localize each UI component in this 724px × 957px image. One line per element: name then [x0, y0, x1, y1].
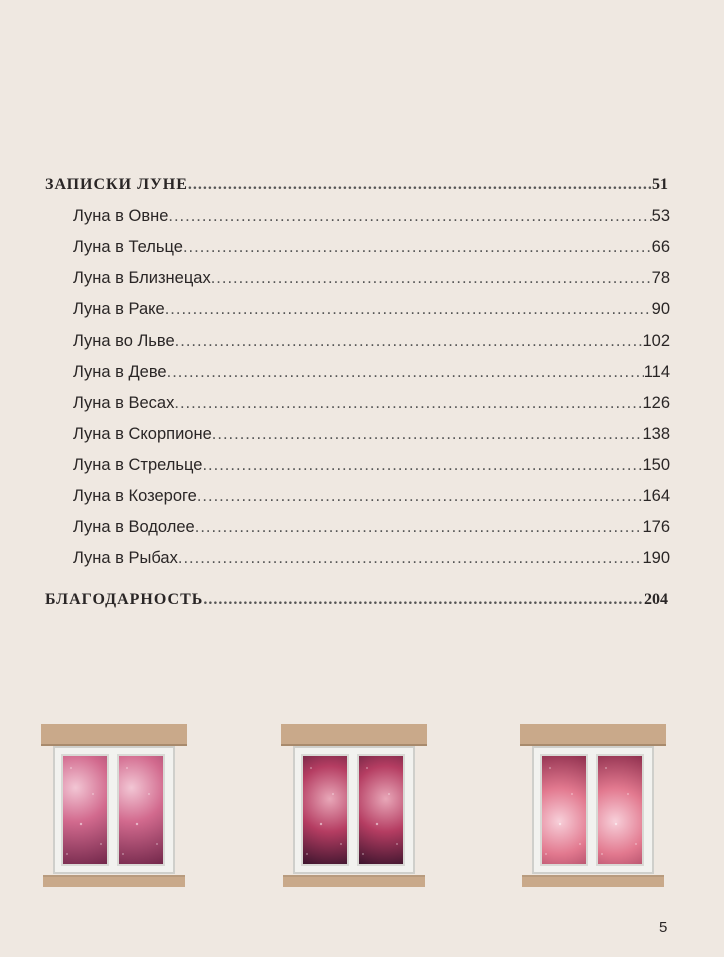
toc-entry[interactable] — [73, 518, 670, 537]
toc-entry-title: Луна в Водолее — [73, 518, 195, 536]
window-sill — [522, 875, 664, 887]
toc-section-acknowledgements[interactable] — [45, 591, 668, 609]
window-illustration — [41, 724, 187, 889]
toc-page-number: 102 — [642, 332, 670, 350]
toc-entry-title: Луна в Раке — [73, 300, 165, 318]
toc-page-number: 126 — [642, 394, 670, 412]
window-sill — [283, 875, 425, 887]
window-frame — [532, 746, 654, 874]
toc-leader-dots — [165, 300, 652, 319]
toc-entry[interactable] — [73, 394, 670, 413]
toc-leader-dots — [212, 425, 643, 444]
toc-entry[interactable] — [73, 487, 670, 506]
toc-leader-dots — [197, 487, 643, 506]
toc-page-number: 53 — [651, 207, 670, 225]
toc-entry-title: Луна во Льве — [73, 332, 175, 350]
toc-entry[interactable] — [73, 425, 670, 444]
window-illustration — [281, 724, 427, 889]
toc-entry-title: Луна в Стрельце — [73, 456, 203, 474]
toc-leader-dots — [203, 591, 644, 609]
window-lintel — [281, 724, 427, 746]
toc-entry[interactable] — [73, 238, 670, 257]
toc-page-number: 190 — [642, 549, 670, 567]
toc-entry-title: Луна в Рыбах — [73, 549, 178, 567]
window-pane-nebula — [596, 754, 644, 866]
toc-section-notes-to-moon[interactable] — [45, 176, 668, 194]
toc-leader-dots — [175, 332, 643, 351]
toc-section-title: БЛАГОДАРНОСТЬ — [45, 591, 204, 608]
window-frame — [53, 746, 175, 874]
toc-page-number: 138 — [642, 425, 670, 443]
toc-entry[interactable] — [73, 300, 670, 319]
toc-page-number: 164 — [642, 487, 670, 505]
toc-leader-dots — [167, 363, 644, 382]
toc-entry[interactable] — [73, 332, 670, 351]
toc-entry[interactable] — [73, 549, 670, 568]
toc-page-number: 176 — [642, 518, 670, 536]
window-pane-nebula — [540, 754, 588, 866]
toc-leader-dots — [211, 269, 652, 288]
toc-leader-dots — [174, 394, 642, 413]
toc-leader-dots — [168, 207, 651, 226]
toc-entry-title: Луна в Близнецах — [73, 269, 211, 287]
window-lintel — [520, 724, 666, 746]
toc-entry-title: Луна в Весах — [73, 394, 175, 412]
toc-entry-title: Луна в Деве — [73, 363, 167, 381]
toc-entry-title: Луна в Тельце — [73, 238, 183, 256]
page-number: 5 — [659, 919, 668, 936]
toc-page-number: 78 — [651, 269, 670, 287]
window-frame — [293, 746, 415, 874]
window-illustration — [520, 724, 666, 889]
toc-entry[interactable] — [73, 456, 670, 475]
windows-illustration — [0, 700, 724, 910]
toc-entry[interactable] — [73, 269, 670, 288]
toc-entry-title: Луна в Скорпионе — [73, 425, 212, 443]
toc-page-number: 150 — [642, 456, 670, 474]
toc-page-number: 90 — [651, 300, 670, 318]
window-pane-nebula — [61, 754, 109, 866]
toc-leader-dots — [195, 518, 643, 537]
window-pane-nebula — [357, 754, 405, 866]
toc-entry[interactable] — [73, 363, 670, 382]
toc-page-number: 204 — [644, 591, 668, 608]
window-pane-nebula — [117, 754, 165, 866]
toc-leader-dots — [183, 238, 652, 257]
toc-leader-dots — [188, 176, 652, 194]
toc-section-title: ЗАПИСКИ ЛУНЕ — [45, 176, 188, 193]
toc-entry-title: Луна в Козероге — [73, 487, 197, 505]
toc-entry-title: Луна в Овне — [73, 207, 169, 225]
window-pane-nebula — [301, 754, 349, 866]
window-sill — [43, 875, 185, 887]
toc-entry[interactable] — [73, 207, 670, 226]
window-lintel — [41, 724, 187, 746]
toc-page-number: 51 — [652, 176, 668, 193]
toc-leader-dots — [202, 456, 642, 475]
toc-leader-dots — [178, 549, 643, 568]
toc-page-number: 66 — [651, 238, 670, 256]
toc-page-number: 114 — [643, 363, 670, 381]
